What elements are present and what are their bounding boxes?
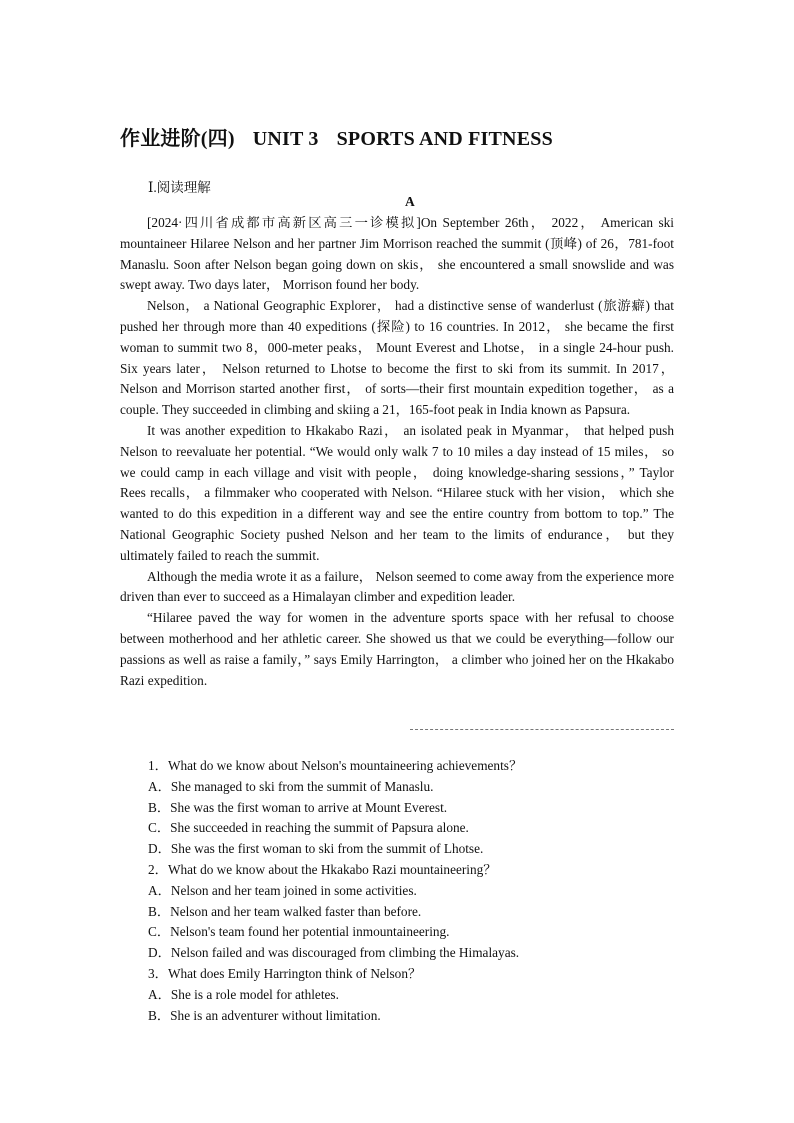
answer-option: B．She was the first woman to arrive at Mount Everest. bbox=[148, 799, 448, 815]
answer-option: C．Nelson's team found her potential inmountaineering. bbox=[148, 924, 450, 940]
answer-option: B．She is an adventurer without limitation. bbox=[148, 1007, 381, 1023]
passage-paragraph: Nelson， a National Geographic Explorer， had a distinctive sense of wanderlust (旅游癖) that pushed her through more than 40 expeditions (探险) to 16 countries. In 2012， she became the first woman to summit two 8，000-meter peaks， Mount Everest and Lhotse， in a single 24-hour push. Six years later， Nelson returned to Lhotse to become the first to ski from its summit. In 2017， Nelson and Morrison started another first， of sorts—their first mountain expedition together， as a couple. They succeeded in climbing and skiing a 21，165-foot peak in India known as Papsura. bbox=[120, 298, 674, 418]
title-chinese: 作业进阶(四) bbox=[120, 128, 235, 150]
passage-paragraph: “Hilaree paved the way for women in the adventure sports space with her refusal to choose between motherhood and her athletic career. She showed us that we could be everything—follow our passions as well as raise a family，” says Emily Harrington， a climber who joined her on the Hkakabo Razi expedition. bbox=[120, 610, 674, 688]
section-heading: Ⅰ.阅读理解 bbox=[148, 180, 211, 195]
passage-label: A bbox=[405, 194, 415, 209]
question-stem: 2．What do we know about the Hkakabo Razi mountaineering？ bbox=[148, 861, 497, 877]
answer-option: D．She was the first woman to ski from the summit of Lhotse. bbox=[148, 841, 484, 857]
dashed-divider bbox=[410, 729, 674, 730]
answer-option: D．Nelson failed and was discouraged from climbing the Himalayas. bbox=[148, 945, 520, 961]
passage-paragraph: It was another expedition to Hkakabo Razi， an isolated peak in Myanmar， that helped push Nelson to reevaluate her potential. “We would only walk 7 to 10 miles a day instead of 15 miles， so we could camp in each village and visit with people， doing knowledge-sharing sessions，” Taylor Rees recalls， a filmmaker who cooperated with Nelson. “Hilaree stuck with her vision， which she wanted to do this expedition in a different way and see the entire country from bottom to top.” The National Geographic Society pushed Nelson and her team to the limits of endurance， but they ultimately failed to reach the summit. bbox=[120, 422, 674, 563]
answer-option: A．She is a role model for athletes. bbox=[148, 986, 339, 1002]
question-stem: 3．What does Emily Harrington think of Nelson？ bbox=[148, 965, 422, 981]
page-title bbox=[120, 122, 553, 151]
title-topic: SPORTS AND FITNESS bbox=[336, 128, 553, 150]
answer-option: A．Nelson and her team joined in some activities. bbox=[148, 882, 417, 898]
passage-paragraph: Although the media wrote it as a failure， Nelson seemed to come away from the experience more driven than ever to succeed as a Himalayan climber and expedition leader. bbox=[120, 568, 674, 605]
question-stem: 1．What do we know about Nelson's mountaineering achievements？ bbox=[148, 758, 523, 773]
answer-option: A．She managed to ski from the summit of Manaslu. bbox=[148, 778, 434, 794]
reading-passage bbox=[120, 213, 674, 691]
answer-option: C．She succeeded in reaching the summit of Papsura alone. bbox=[148, 820, 469, 836]
passage-paragraph: [2024·四川省成都市高新区高三一诊模拟]On September 26th， 2022， American ski mountaineer Hilaree Nelson and her partner Jim Morrison reached the summit (顶峰) of 26，781-foot Manaslu. Soon after Nelson began going down on skis， she encountered a small snowslide and was swept away. Two days later， Morrison found her body. bbox=[120, 215, 674, 293]
title-unit: UNIT 3 bbox=[252, 128, 319, 150]
question-list bbox=[148, 756, 688, 1026]
answer-option: B．Nelson and her team walked faster than before. bbox=[148, 903, 422, 919]
